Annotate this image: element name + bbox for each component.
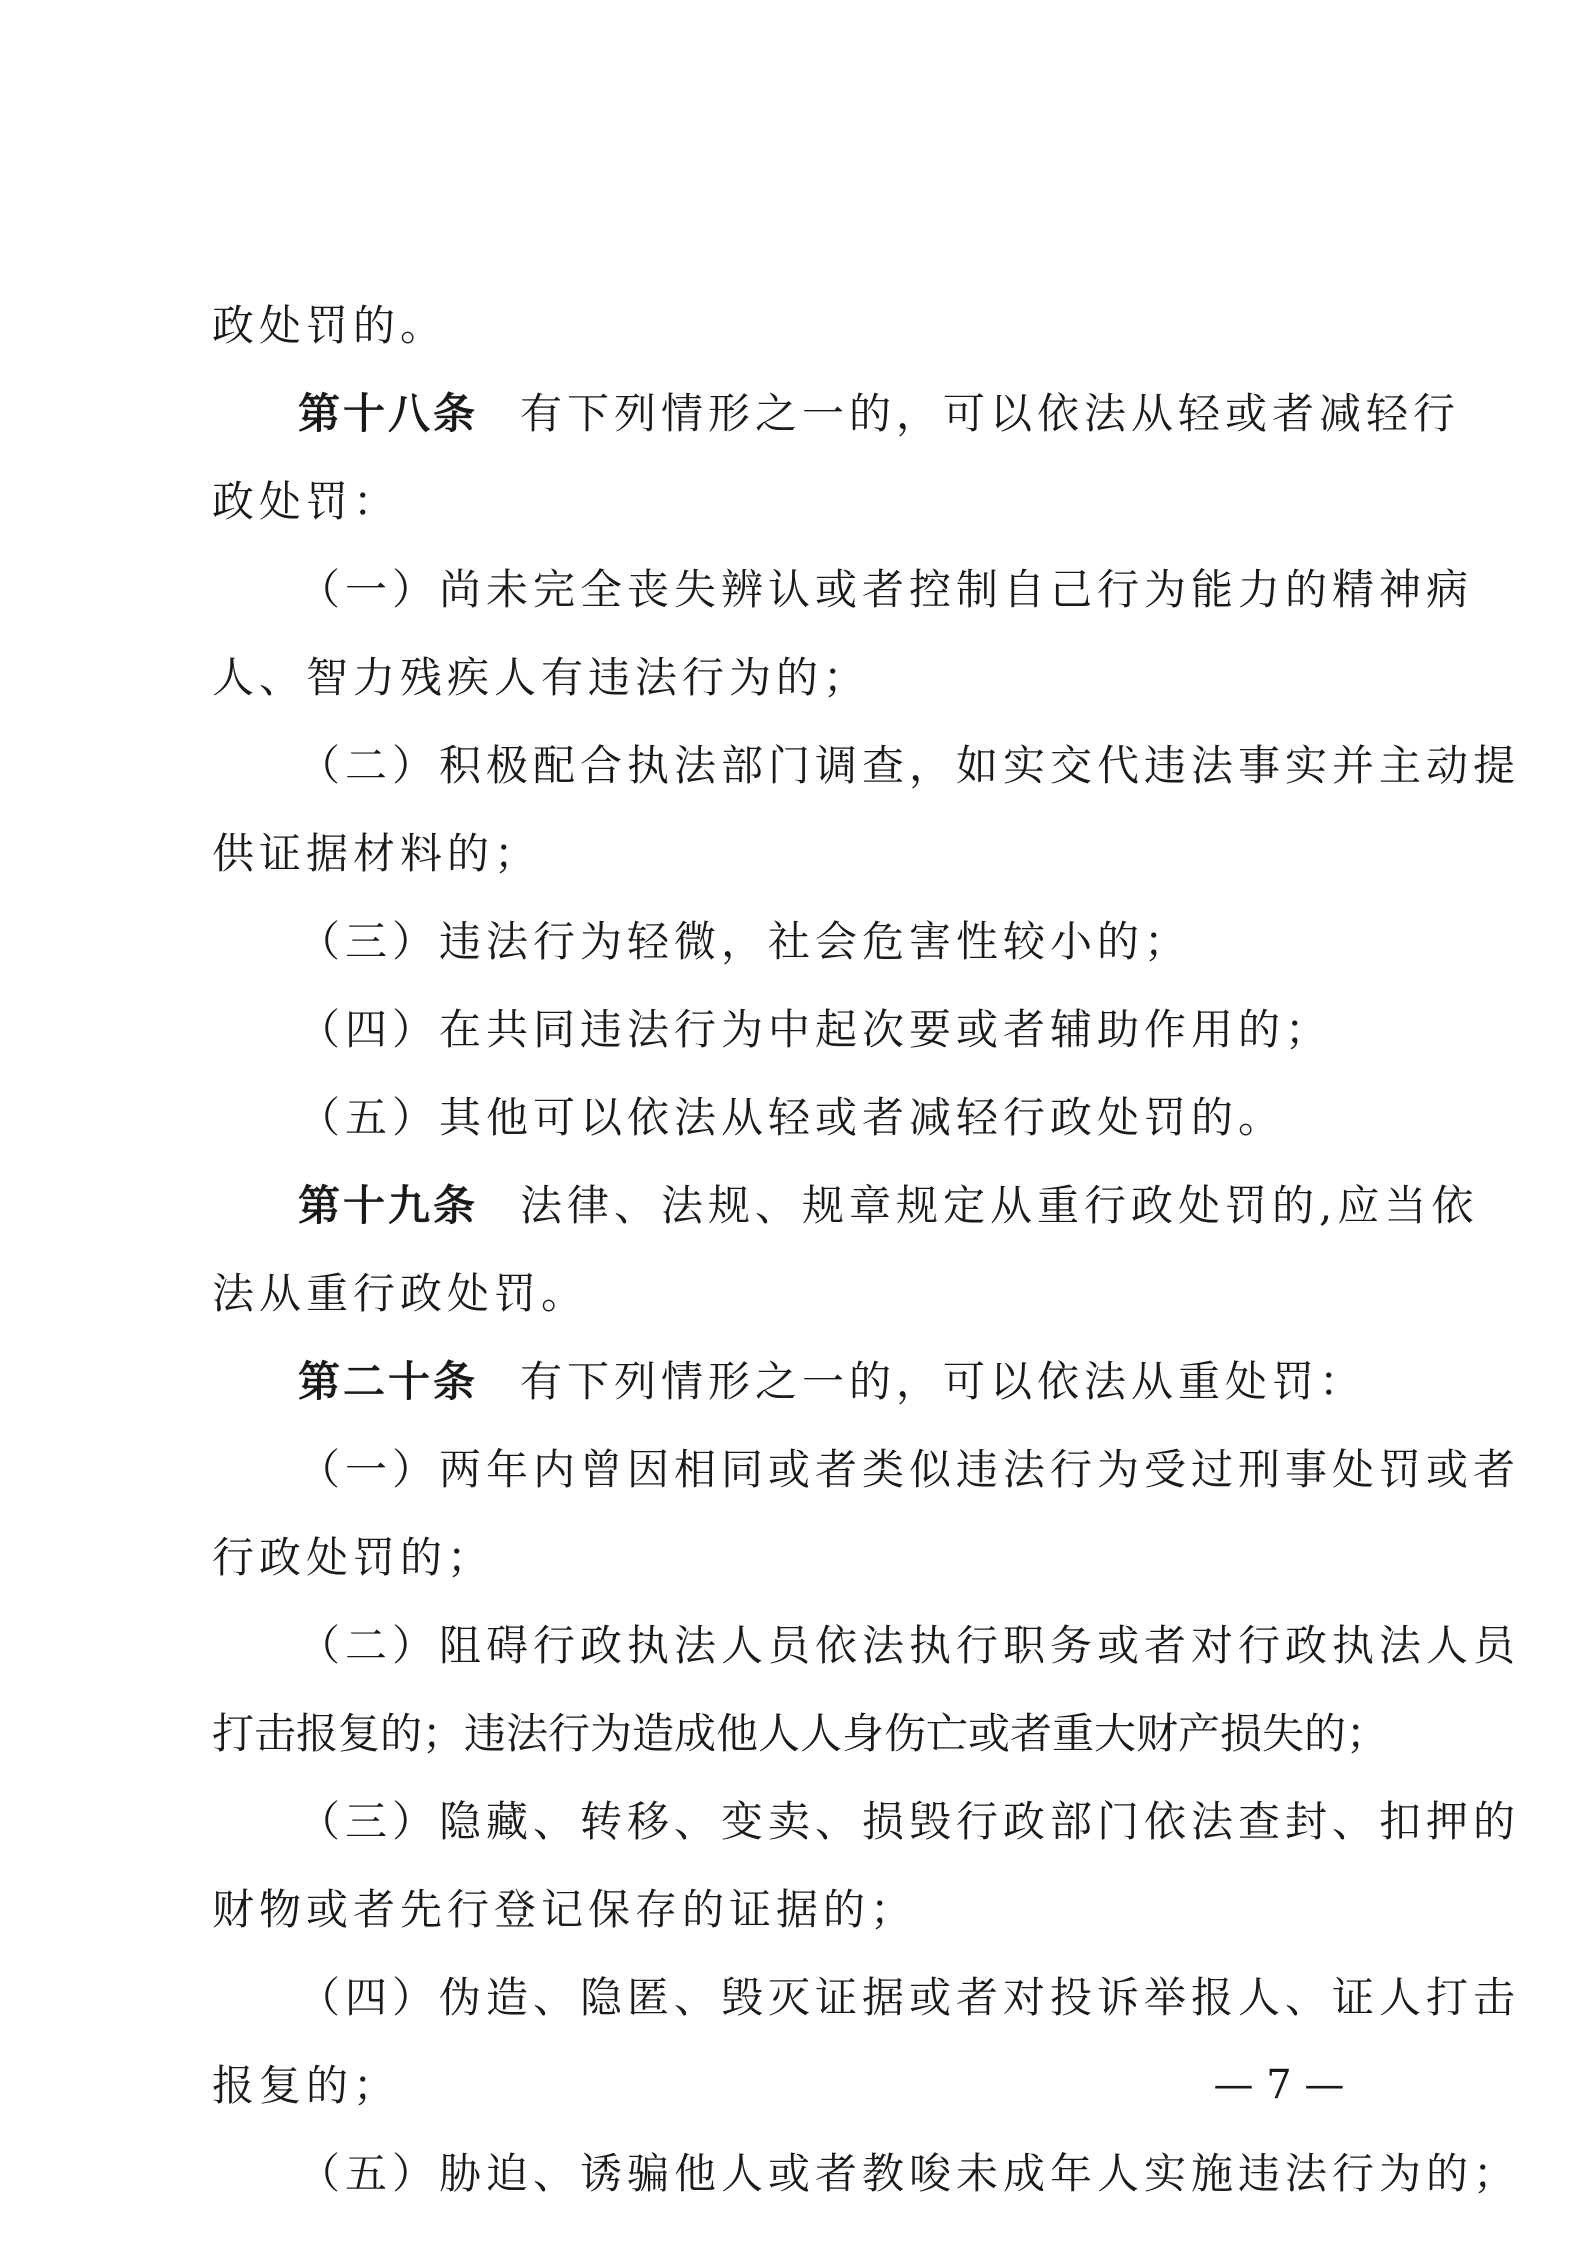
article-18-item-1-continuation: 人、智力残疾人有违法行为的； — [212, 653, 871, 702]
article-19-heading: 第十九条 — [298, 1181, 479, 1230]
article-20-item-1-continuation: 行政处罚的； — [212, 1533, 495, 1582]
article-18-item-4: （四）在共同违法行为中起次要或者辅助作用的； — [298, 1005, 1333, 1054]
article-18-item-2: （二）积极配合执法部门调查，如实交代违法事实并主动提 — [298, 741, 1521, 790]
article-20-item-4-continuation: 报复的； — [212, 2061, 401, 2110]
article-18-text: 有下列情形之一的，可以依法从轻或者减轻行 — [520, 389, 1461, 438]
article-20-item-3-continuation: 财物或者先行登记保存的证据的； — [212, 1885, 918, 1934]
article-20-heading: 第二十条 — [298, 1357, 479, 1406]
document-body — [212, 282, 1521, 2218]
article-20-item-1: （一）两年内曾因相同或者类似违法行为受过刑事处罚或者 — [298, 1445, 1521, 1494]
article-18-line — [212, 370, 1461, 458]
article-19-text: 法律、法规、规章规定从重行政处罚的,应当依 — [520, 1181, 1479, 1230]
article-20-item-3: （三）隐藏、转移、变卖、损毁行政部门依法查封、扣押的 — [298, 1797, 1521, 1846]
article-20-item-5: （五）胁迫、诱骗他人或者教唆未成年人实施违法行为的； — [298, 2149, 1521, 2198]
article-18-item-2-continuation: 供证据材料的； — [212, 829, 542, 878]
article-20-text: 有下列情形之一的，可以依法从重处罚： — [520, 1357, 1367, 1406]
article-20-item-2: （二）阻碍行政执法人员依法执行职务或者对行政执法人员 — [298, 1621, 1521, 1670]
article-18-item-1: （一）尚未完全丧失辨认或者控制自己行为能力的精神病 — [298, 565, 1474, 614]
page-number: — 7 — — [1213, 2062, 1345, 2108]
article-20-item-2-continuation: 打击报复的；违法行为造成他人人身伤亡或者重大财产损失的； — [212, 1709, 1389, 1758]
article-20-item-4: （四）伪造、隐匿、毁灭证据或者对投诉举报人、证人打击 — [298, 1973, 1521, 2022]
article-20-line — [212, 1338, 1384, 1426]
article-18-continuation: 政处罚： — [212, 477, 401, 526]
article-18-item-3: （三）违法行为轻微，社会危害性较小的； — [298, 917, 1192, 966]
article-19-continuation: 法从重行政处罚。 — [212, 1269, 589, 1318]
paragraph-line: 政处罚的。 — [212, 301, 448, 350]
article-19-line — [212, 1162, 1479, 1250]
article-18-heading: 第十八条 — [298, 389, 479, 438]
article-18-item-5: （五）其他可以依法从轻或者减轻行政处罚的。 — [298, 1093, 1286, 1142]
